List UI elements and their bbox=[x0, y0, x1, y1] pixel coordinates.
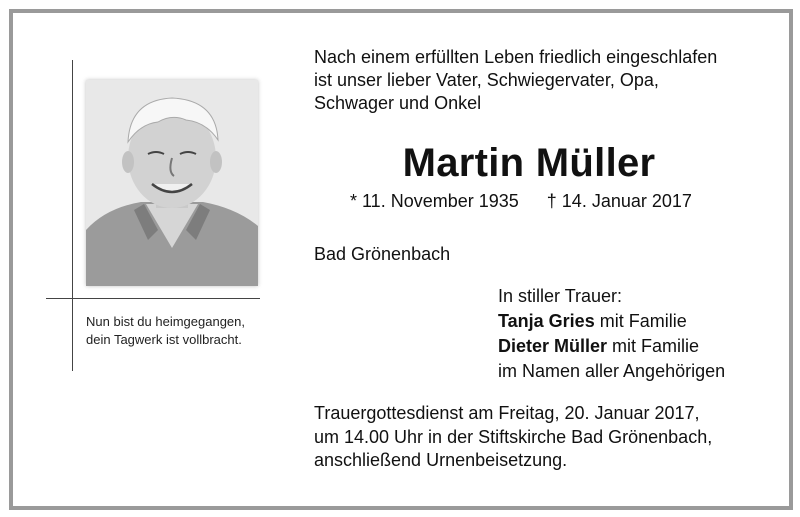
mourner-suffix: mit Familie bbox=[594, 311, 687, 331]
mourners-closing: im Namen aller Angehörigen bbox=[498, 361, 726, 381]
mourner-name: Dieter Müller bbox=[498, 336, 608, 356]
service-line-1: Trauergottesdienst am Freitag, 20. Januar 2017, bbox=[314, 403, 700, 423]
mourners-heading: In stiller Trauer: bbox=[498, 286, 623, 306]
portrait-photo bbox=[86, 80, 258, 286]
verse-line-2: dein Tagwerk ist vollbracht. bbox=[86, 332, 242, 347]
place-of-residence: Bad Grönenbach bbox=[314, 244, 451, 264]
intro-line-2: ist unser lieber Vater, Schwiegervater, Opa, bbox=[314, 70, 659, 90]
intro-text bbox=[314, 46, 784, 115]
verse-line-1: Nun bist du heimgegangen, bbox=[86, 314, 246, 329]
mourner-name: Tanja Gries bbox=[498, 311, 595, 331]
life-dates bbox=[350, 190, 770, 212]
service-line-3: anschließend Urnenbeisetzung. bbox=[314, 450, 568, 470]
mourner-entry bbox=[498, 334, 788, 359]
portrait-illustration bbox=[86, 80, 258, 286]
intro-line-1: Nach einem erfüllten Leben friedlich eingeschlafen bbox=[314, 47, 718, 67]
death-date: † 14. Januar 2017 bbox=[546, 191, 692, 211]
service-info bbox=[314, 402, 784, 473]
vertical-divider bbox=[72, 60, 73, 371]
horizontal-divider bbox=[46, 298, 260, 299]
intro-line-3: Schwager und Onkel bbox=[314, 93, 482, 113]
birth-date: * 11. November 1935 bbox=[350, 191, 519, 211]
service-line-2: um 14.00 Uhr in der Stiftskirche Bad Grönenbach, bbox=[314, 426, 713, 447]
mourner-entry bbox=[498, 309, 788, 334]
mourner-suffix: mit Familie bbox=[607, 336, 700, 356]
mourners-block bbox=[498, 284, 788, 384]
deceased-name: Martin Müller bbox=[402, 141, 656, 185]
verse bbox=[86, 313, 286, 349]
